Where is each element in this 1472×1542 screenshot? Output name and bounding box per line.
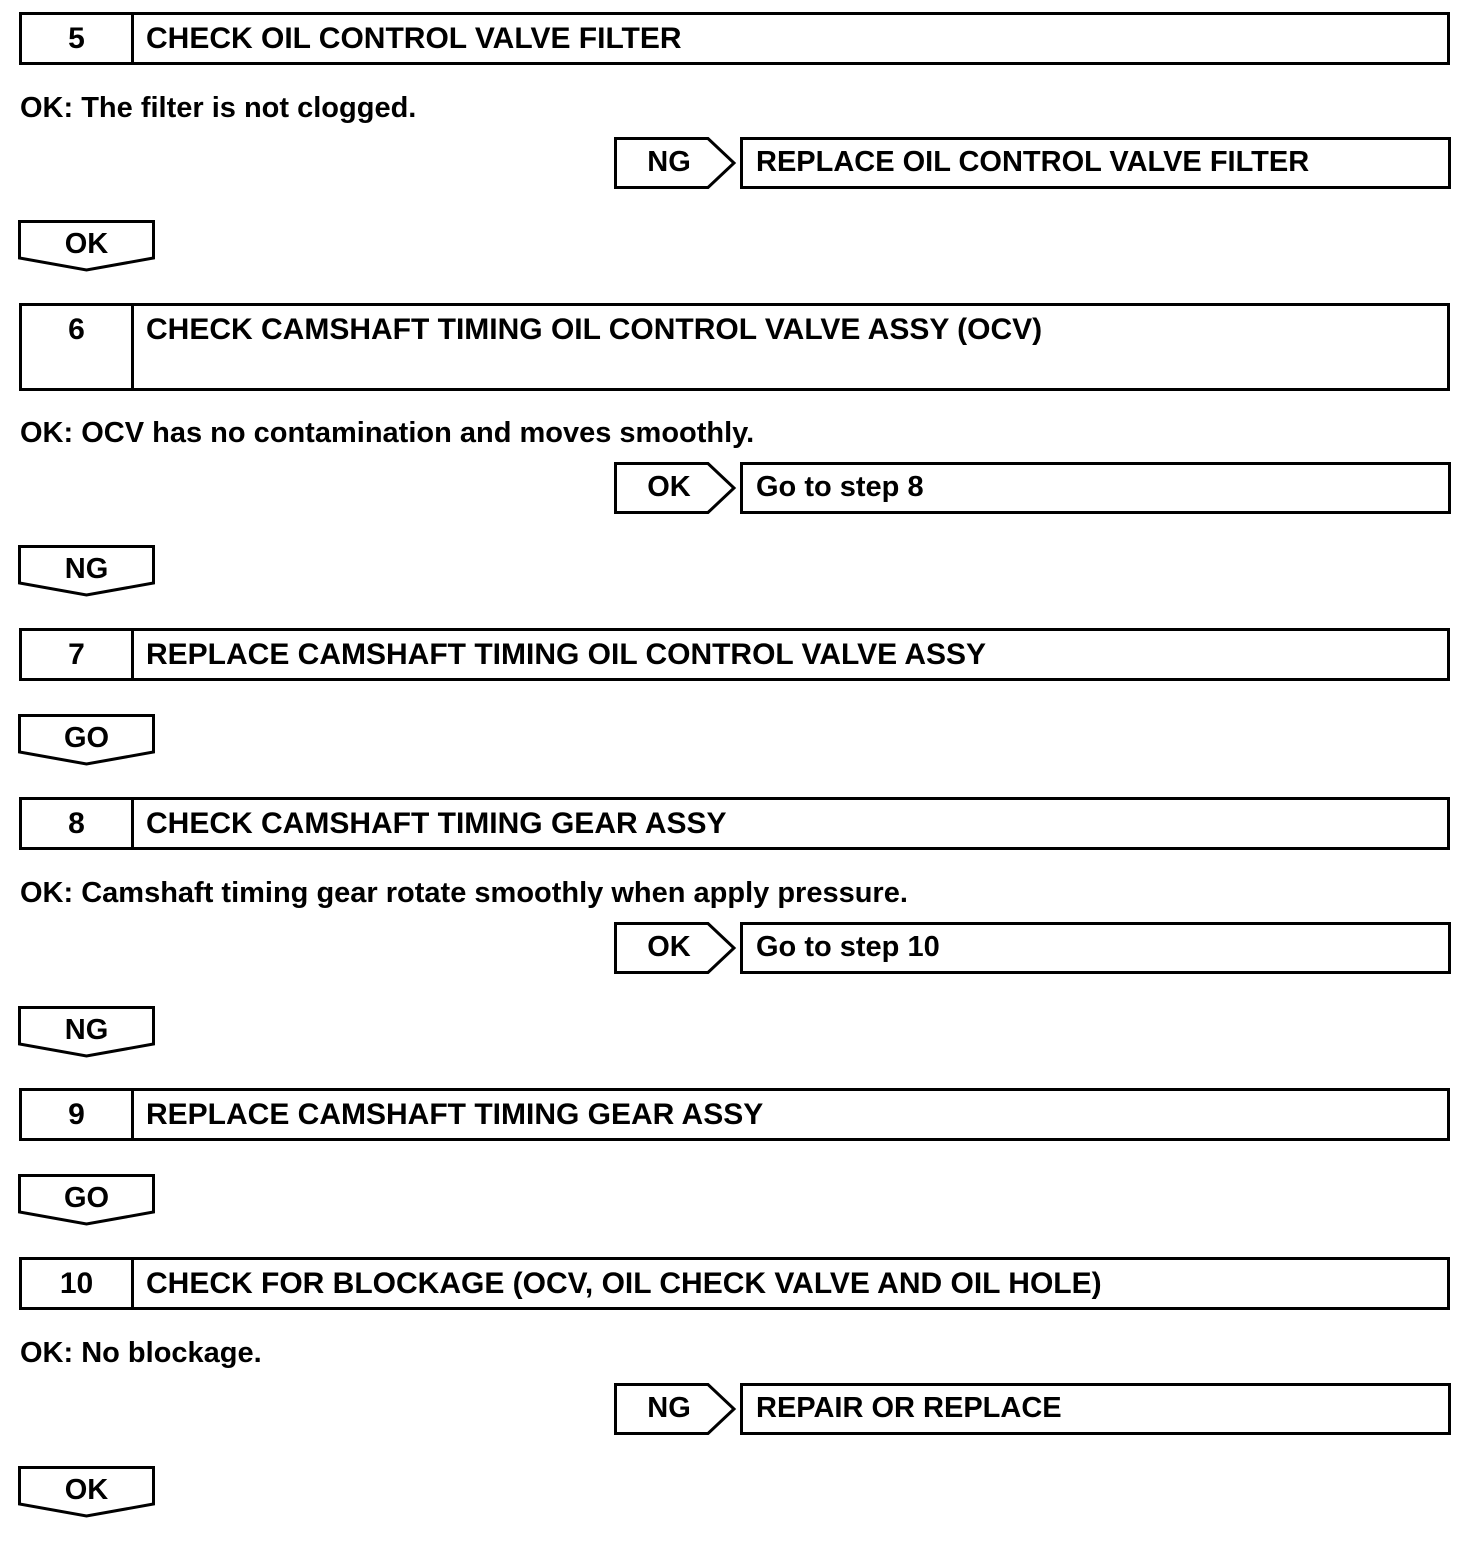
step-7-box	[19, 628, 1450, 681]
branch-ok-step-8	[614, 922, 1451, 974]
flow-arrow-label: NG	[64, 1014, 109, 1046]
branch-ok-step-6	[614, 462, 1451, 514]
step-number: 5	[22, 15, 134, 62]
flow-arrow-label: NG	[64, 553, 109, 585]
branch-result: Go to step 10	[740, 922, 1451, 974]
flow-arrow-ng	[18, 545, 155, 601]
flow-arrow-ng	[18, 1006, 155, 1062]
flow-arrow-go	[18, 1174, 155, 1230]
branch-ng-step-5	[614, 137, 1451, 189]
flow-arrow-ok	[18, 220, 155, 276]
flow-arrow-label: GO	[63, 1182, 110, 1214]
step-number: 8	[22, 800, 134, 847]
flow-arrow-label: OK	[64, 1474, 109, 1506]
flow-arrow-go	[18, 714, 155, 770]
step-number: 10	[22, 1260, 134, 1307]
branch-result: REPAIR OR REPLACE	[740, 1383, 1451, 1435]
flow-arrow-label: OK	[64, 228, 109, 260]
ok-criteria: OK: The filter is not clogged.	[20, 92, 417, 124]
branch-result: REPLACE OIL CONTROL VALVE FILTER	[740, 137, 1451, 189]
branch-ng-step-10	[614, 1383, 1451, 1435]
step-6-box	[19, 303, 1450, 391]
step-number: 6	[22, 306, 134, 388]
step-title: REPLACE CAMSHAFT TIMING OIL CONTROL VALVE ASSY	[146, 638, 987, 671]
branch-tag-label: OK	[647, 471, 691, 503]
branch-tag-label: OK	[647, 931, 691, 963]
ok-criteria: OK: No blockage.	[20, 1337, 262, 1369]
ok-criteria: OK: Camshaft timing gear rotate smoothly when apply pressure.	[20, 877, 908, 909]
step-number: 7	[22, 631, 134, 678]
flow-arrow-label: GO	[63, 722, 110, 754]
step-5-box	[19, 12, 1450, 65]
step-9-box	[19, 1088, 1450, 1141]
branch-result: Go to step 8	[740, 462, 1451, 514]
step-title: CHECK CAMSHAFT TIMING GEAR ASSY	[146, 807, 727, 840]
step-title: CHECK CAMSHAFT TIMING OIL CONTROL VALVE ASSY (OCV)	[146, 313, 1043, 346]
step-number: 9	[22, 1091, 134, 1138]
step-title: CHECK FOR BLOCKAGE (OCV, OIL CHECK VALVE AND OIL HOLE)	[146, 1267, 1102, 1300]
flow-arrow-ok	[18, 1466, 155, 1522]
step-8-box	[19, 797, 1450, 850]
ok-criteria: OK: OCV has no contamination and moves smoothly.	[20, 417, 755, 449]
step-10-box	[19, 1257, 1450, 1310]
step-title: CHECK OIL CONTROL VALVE FILTER	[146, 22, 682, 55]
branch-tag-label: NG	[647, 1392, 691, 1424]
step-title: REPLACE CAMSHAFT TIMING GEAR ASSY	[146, 1098, 764, 1131]
branch-tag-label: NG	[647, 146, 691, 178]
